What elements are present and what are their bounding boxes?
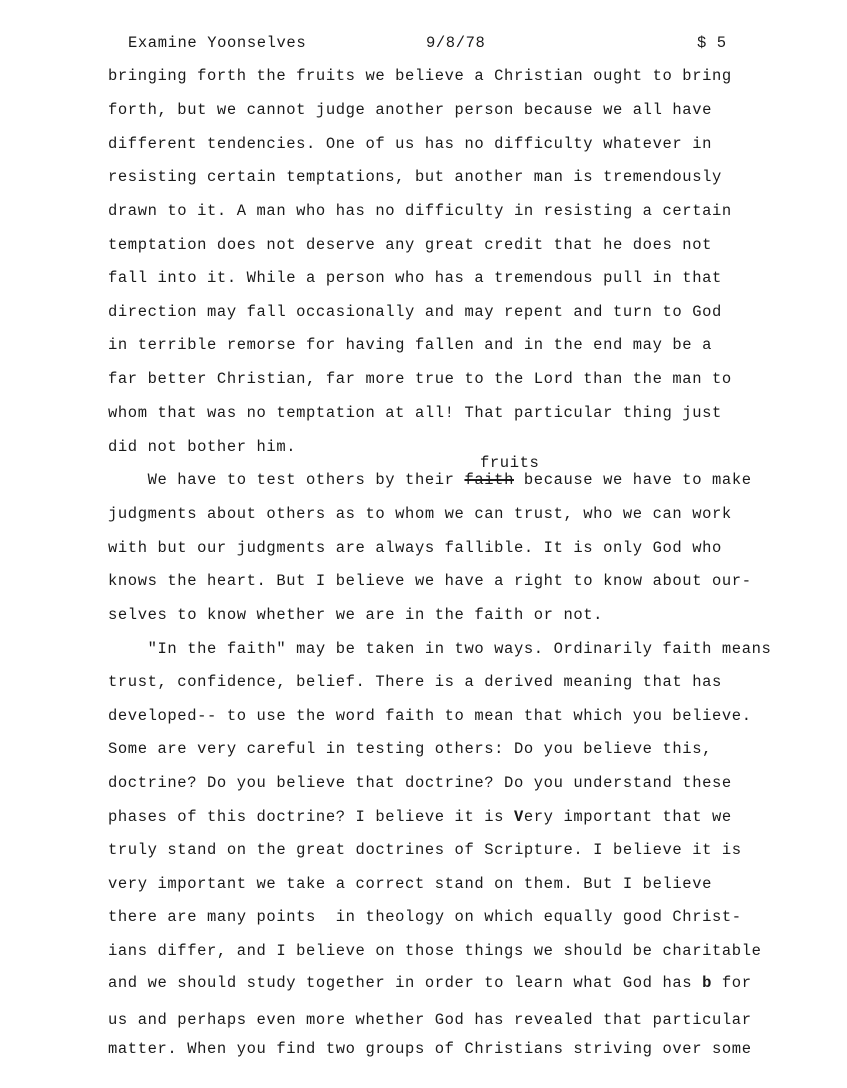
- text-line-with-mark: [108, 973, 752, 993]
- text-line: very important we take a correct stand on them. But I believe: [108, 875, 712, 893]
- text-line: there are many points in theology on which equally good Christ-: [108, 908, 742, 926]
- text-line-with-strikeout: [108, 470, 752, 490]
- handwritten-insertion: fruits: [480, 454, 540, 472]
- text-line: doctrine? Do you believe that doctrine? Do you understand these: [108, 774, 732, 792]
- text-line: us and perhaps even more whether God has revealed that particular: [108, 1011, 752, 1029]
- text-line: ians differ, and I believe on those things we should be charitable: [108, 942, 762, 960]
- text-line: developed-- to use the word faith to mean that which you believe.: [108, 707, 752, 725]
- text-line: temptation does not deserve any great credit that he does not: [108, 236, 712, 254]
- text-line: whom that was no temptation at all! That particular thing just: [108, 404, 722, 422]
- page-header: [0, 34, 847, 54]
- text-line: trust, confidence, belief. There is a derived meaning that has: [108, 673, 722, 691]
- text-line: did not bother him.: [108, 438, 297, 456]
- text-segment: and we should study together in order to learn what God has: [108, 974, 703, 992]
- text-line: Some are very careful in testing others: Do you believe this,: [108, 740, 712, 758]
- text-line: selves to know whether we are in the faith or not.: [108, 606, 604, 624]
- text-line: drawn to it. A man who has no difficulty in resisting a certain: [108, 202, 732, 220]
- correction-mark: V: [513, 808, 524, 826]
- correction-mark: b: [702, 974, 712, 992]
- text-line: judgments about others as to whom we can trust, who we can work: [108, 505, 732, 523]
- text-line: bringing forth the fruits we believe a Christian ought to bring: [108, 67, 732, 85]
- text-line: forth, but we cannot judge another person because we all have: [108, 101, 712, 119]
- header-date: 9/8/78: [426, 34, 486, 52]
- text-line: direction may fall occasionally and may repent and turn to God: [108, 303, 722, 321]
- text-line: different tendencies. One of us has no difficulty whatever in: [108, 135, 712, 153]
- text-line: matter. When you find two groups of Christians striving over some: [108, 1040, 752, 1058]
- text-segment: because we have to make: [513, 471, 752, 489]
- header-page-number: $ 5: [697, 34, 727, 52]
- text-line: in terrible remorse for having fallen and in the end may be a: [108, 336, 712, 354]
- text-line: fall into it. While a person who has a tremendous pull in that: [108, 269, 722, 287]
- text-line: "In the faith" may be taken in two ways. Ordinarily faith means: [108, 640, 772, 658]
- text-line: far better Christian, far more true to the Lord than the man to: [108, 370, 732, 388]
- header-title: Examine Yoonselves: [128, 34, 307, 52]
- text-segment: We have to test others by their: [108, 471, 465, 489]
- text-line: truly stand on the great doctrines of Scripture. I believe it is: [108, 841, 742, 859]
- text-line: with but our judgments are always fallible. It is only God who: [108, 539, 722, 557]
- text-line: knows the heart. But I believe we have a right to know about our-: [108, 572, 752, 590]
- text-segment: for: [712, 974, 752, 992]
- struck-word: faith: [464, 471, 514, 489]
- text-line: resisting certain temptations, but another man is tremendously: [108, 168, 722, 186]
- text-line-with-mark: [108, 807, 732, 827]
- text-segment: ery important that we: [523, 808, 732, 826]
- text-segment: phases of this doctrine? I believe it is: [108, 808, 514, 826]
